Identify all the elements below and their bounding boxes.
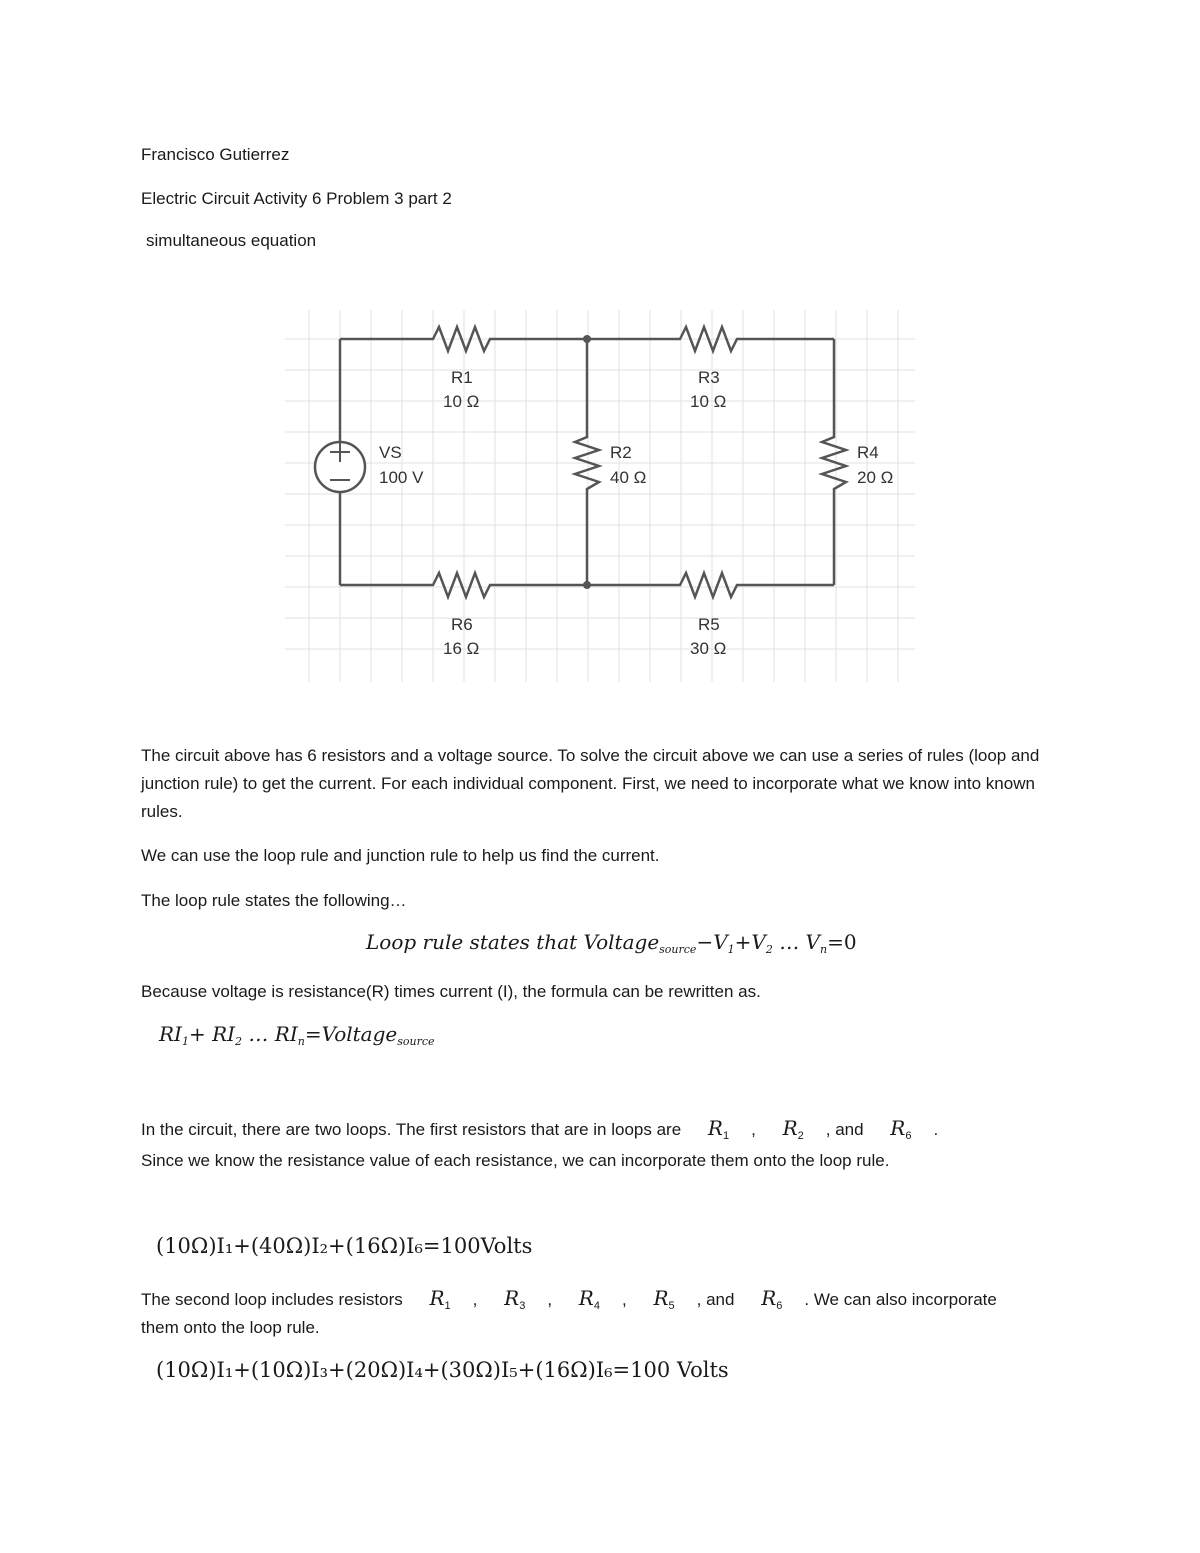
resistor-r5-symbol: [675, 573, 744, 597]
intro-paragraph: The circuit above has 6 resistors and a voltage source. To solve the circuit above we can use a series of rules (loop and junction rule) to get the current. For each individual component. First, we need to incorporate what we know into known rules.: [141, 746, 1040, 821]
r6-value: 16 Ω: [443, 639, 480, 658]
paragraph-loop-junction: We can use the loop rule and junction rule to help us find the current.: [141, 846, 660, 865]
r2-value: 40 Ω: [610, 468, 647, 487]
r2-name: R2: [610, 443, 632, 462]
circuit-diagram: [285, 310, 915, 682]
equation-loop-two: (10Ω)I₁+(10Ω)I₃+(20Ω)I₄+(30Ω)I₅+(16Ω)I₆=100 Volts: [156, 1358, 729, 1382]
resistor-r6-symbol: [428, 573, 497, 597]
paragraph-second-loop: The second loop includes resistors $R_1$ , $R_3$ , $R_4$ , $R_5$ , and $R_6$ . We can also incorporate: [141, 1286, 997, 1312]
equation-loop-rule: Loop rule states that $Voltage_{source}-V_1+V_2$ … $V_n=0$: [366, 930, 857, 956]
paragraph-rewrite: Because voltage is resistance(R) times current (I), the formula can be rewritten as.: [141, 982, 761, 1001]
r5-value: 30 Ω: [690, 639, 727, 658]
equation-loop-one: (10Ω)I₁+(40Ω)I₂+(16Ω)I₆=100Volts: [156, 1234, 533, 1258]
author-name: Francisco Gutierrez: [141, 145, 290, 164]
paragraph-second-incorporate: them onto the loop rule.: [141, 1318, 320, 1337]
source-value: 100 V: [379, 468, 424, 487]
r4-name: R4: [857, 443, 879, 462]
paragraph-loop-rule: The loop rule states the following…: [141, 891, 407, 910]
equation-ri-form: $RI_1+ RI_2$ … $RI_n=Voltage_{source}$: [159, 1022, 435, 1048]
grid-background: [285, 310, 915, 682]
paragraph-first-loop: In the circuit, there are two loops. The first resistors that are in loops are $R_1$ , $R_2$ , and $R_6$ .: [141, 1116, 939, 1142]
document-title: Electric Circuit Activity 6 Problem 3 part 2: [141, 189, 452, 208]
r3-name: R3: [698, 368, 720, 387]
source-name: VS: [379, 443, 402, 462]
r1-value: 10 Ω: [443, 392, 480, 411]
voltage-source-symbol: [315, 442, 365, 492]
paragraph-incorporate: Since we know the resistance value of each resistance, we can incorporate them onto the loop rule.: [141, 1151, 890, 1170]
r1-name: R1: [451, 368, 473, 387]
r4-value: 20 Ω: [857, 468, 894, 487]
r5-name: R5: [698, 615, 720, 634]
r6-name: R6: [451, 615, 473, 634]
document-subtitle: simultaneous equation: [146, 231, 317, 250]
r3-value: 10 Ω: [690, 392, 727, 411]
